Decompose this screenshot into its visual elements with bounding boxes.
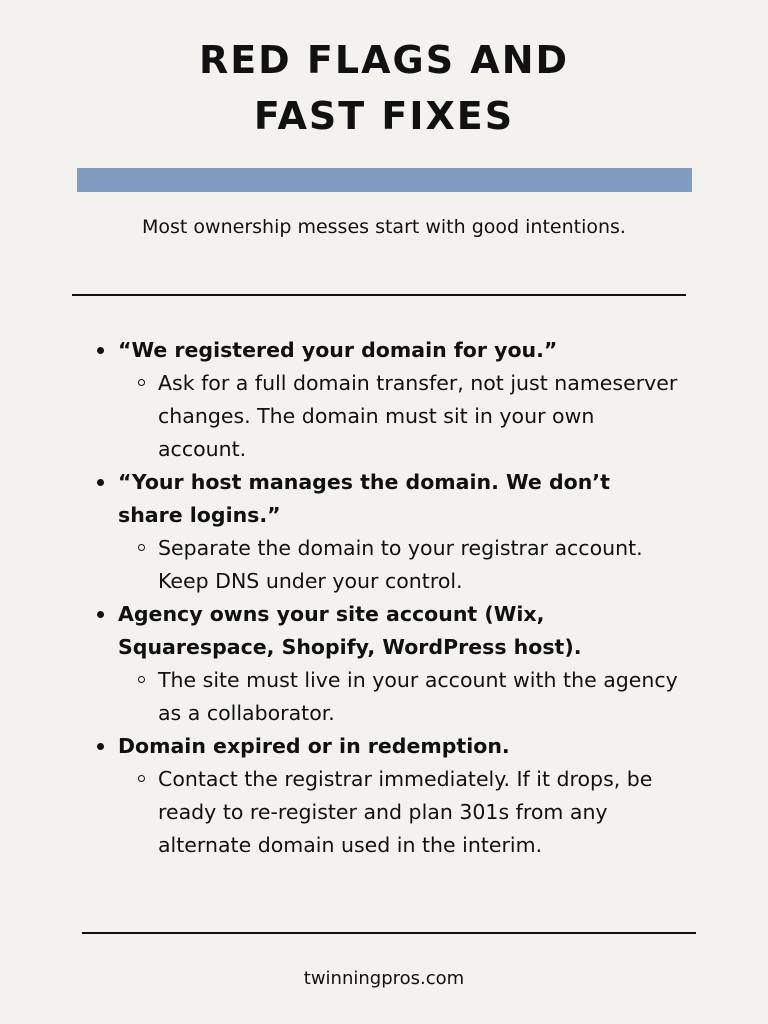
fast-fix-text: The site must live in your account with the agency as a collaborator.	[158, 664, 678, 730]
red-flag-item	[118, 466, 678, 598]
accent-bar	[77, 168, 692, 192]
red-flag-item	[118, 730, 678, 862]
title-line-2: FAST FIXES	[253, 94, 515, 138]
red-flag-heading: Domain expired or in redemption.	[118, 730, 678, 763]
red-flag-item	[118, 334, 678, 466]
footer-website: twinningpros.com	[303, 968, 465, 989]
red-flag-list	[118, 334, 678, 862]
fast-fix-text: Contact the registrar immediately. If it drops, be ready to re-register and plan 301s from any alternate domain used in the interim.	[158, 763, 678, 862]
title-line-1: RED FLAGS AND	[198, 38, 570, 82]
fast-fix-text: Separate the domain to your registrar account. Keep DNS under your control.	[158, 532, 678, 598]
red-flag-heading: “Your host manages the domain. We don’t share logins.”	[118, 466, 678, 532]
top-divider	[72, 294, 686, 296]
page-title	[0, 32, 768, 144]
bottom-divider	[82, 932, 696, 934]
red-flag-item	[118, 598, 678, 730]
subtitle: Most ownership messes start with good intentions.	[142, 216, 626, 238]
red-flag-heading: “We registered your domain for you.”	[118, 334, 678, 367]
red-flag-heading: Agency owns your site account (Wix, Squarespace, Shopify, WordPress host).	[118, 598, 678, 664]
fast-fix-text: Ask for a full domain transfer, not just nameserver changes. The domain must sit in your own account.	[158, 367, 678, 466]
